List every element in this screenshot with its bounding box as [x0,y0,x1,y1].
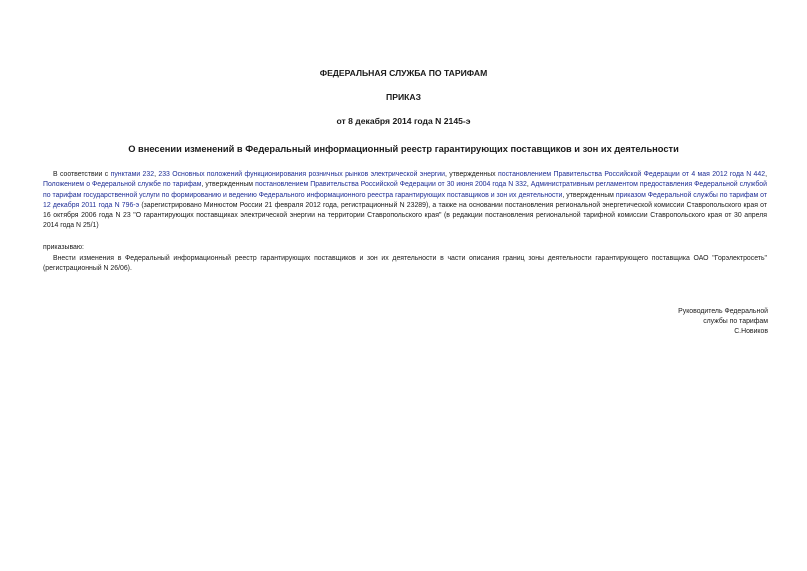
link-fst-regulation[interactable]: Положением о Федеральной службе по тарифам [43,181,202,189]
link-administrative-regulation[interactable]: Административным регламентом предоставления Федеральной службой по тарифам государственной услуги по формированию и ведению Федерального информационного реестра гарантирующих поставщиков и зон их деятельности [43,181,767,199]
signature-block [678,307,768,337]
document-type: ПРИКАЗ [386,92,421,102]
preamble-text: (зарегистрировано Минюстом России 21 февраля 2012 года, регистрационный N 23289), а также на основании постановления региональной энергетической комиссии Ставропольского края от 16 октября 2006 года N 23 "О гарантирующих поставщиках электрической энергии на территории Ставропольского края" (в редакции постановления региональной тарифной комиссии Ставропольского края от 30 апреля 2014 года N 25/1) [43,201,767,230]
signatory-position-line2: службы по тарифам [703,318,768,325]
document-date-number: от 8 декабря 2014 года N 2145-э [336,116,471,126]
link-government-resolution-332[interactable]: постановлением Правительства Российской Федерации от 30 июня 2004 года N 332 [255,181,527,189]
preamble-text: , утвержденных [445,171,498,178]
preamble-text: , утвержденным [562,191,616,199]
preamble-text: , утвержденным [201,181,256,189]
preamble-text: , [154,171,159,178]
signatory-position-line1: Руководитель Федеральной [678,308,768,315]
preamble-paragraph [43,170,767,232]
agency-title: ФЕДЕРАЛЬНАЯ СЛУЖБА ПО ТАРИФАМ [319,68,488,78]
link-retail-market-provisions[interactable]: 233 Основных положений функционирования розничных рынков электрической энергии [158,171,445,178]
signatory-name: С.Новиков [734,328,768,335]
preamble-text: В соответствии с [53,171,111,178]
link-fst-order-796[interactable]: приказом Федеральной службы по тарифам от 12 декабря 2011 года N 796-э [43,191,767,209]
document-subject: О внесении изменений в Федеральный информационный реестр гарантирующих поставщиков и зон их деятельности [128,144,679,154]
order-directive: приказываю: [43,244,84,251]
link-government-resolution-442[interactable]: постановлением Правительства Российской Федерации от 4 мая 2012 года N 442 [498,171,766,178]
preamble-text: , [765,171,767,178]
preamble-text: , [526,181,531,189]
link-clause-232[interactable]: пунктами 232 [110,171,155,178]
order-item-paragraph: Внести изменения в Федеральный информационный реестр гарантирующих поставщиков и зон их деятельности в части описания границ зоны деятельности гарантирующего поставщика ОАО "Горэлектросеть" (регистрационный N 26/06). [43,255,767,273]
